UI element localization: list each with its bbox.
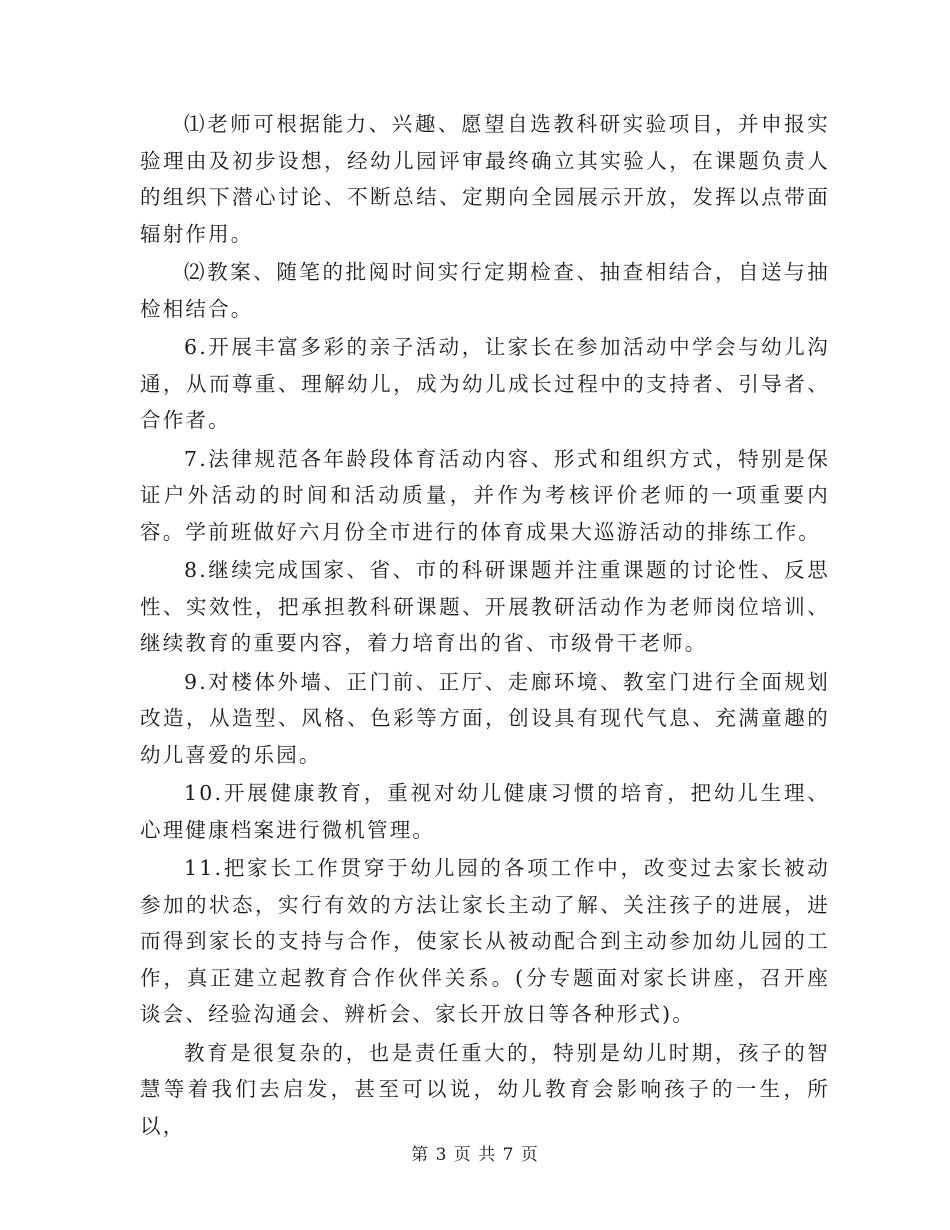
page-footer: 第 3 页 共 7 页 <box>411 1145 539 1165</box>
document-body <box>140 106 830 1146</box>
paragraph-9: 教育是很复杂的，也是责任重大的，特别是幼儿时期，孩子的智慧等着我们去启发，甚至可以说，幼儿教育会影响孩子的一生，所以， <box>140 1040 830 1138</box>
paragraph-8: 11.把家长工作贯穿于幼儿园的各项工作中，改变过去家长被动参加的状态，实行有效的方法让家长主动了解、关注孩子的进展，进而得到家长的支持与合作，使家长从被动配合到主动参加幼儿园的工作，真正建立起教育合作伙伴关系。(分专题面对家长讲座，召开座谈会、经验沟通会、辨析会、家长开放日等各种形式)。 <box>140 856 830 1026</box>
paragraph-1: ⑴老师可根据能力、兴趣、愿望自选教科研实验项目，并申报实验理由及初步设想，经幼儿园评审最终确立其实验人，在课题负责人的组织下潜心讨论、不断总结、定期向全园展示开放，发挥以点带面辐射作用。 <box>140 112 830 246</box>
paragraph-4: 7.法律规范各年龄段体育活动内容、形式和组织方式，特别是保证户外活动的时间和活动质量，并作为考核评价老师的一项重要内容。学前班做好六月份全市进行的体育成果大巡游活动的排练工作。 <box>140 446 830 544</box>
paragraph-7: 10.开展健康教育，重视对幼儿健康习惯的培育，把幼儿生理、心理健康档案进行微机管理。 <box>140 781 830 842</box>
paragraph-3: 6.开展丰富多彩的亲子活动，让家长在参加活动中学会与幼儿沟通，从而尊重、理解幼儿，成为幼儿成长过程中的支持者、引导者、合作者。 <box>140 335 830 432</box>
paragraph-2: ⑵教案、随笔的批阅时间实行定期检查、抽查相结合，自送与抽检相结合。 <box>140 260 830 321</box>
paragraph-5: 8.继续完成国家、省、市的科研课题并注重课题的讨论性、反思性、实效性，把承担教科研课题、开展教研活动作为老师岗位培训、继续教育的重要内容，着力培育出的省、市级骨干老师。 <box>140 558 830 655</box>
paragraph-6: 9.对楼体外墙、正门前、正厅、走廊环境、教室门进行全面规划改造，从造型、风格、色彩等方面，创设具有现代气息、充满童趣的幼儿喜爱的乐园。 <box>140 669 830 767</box>
